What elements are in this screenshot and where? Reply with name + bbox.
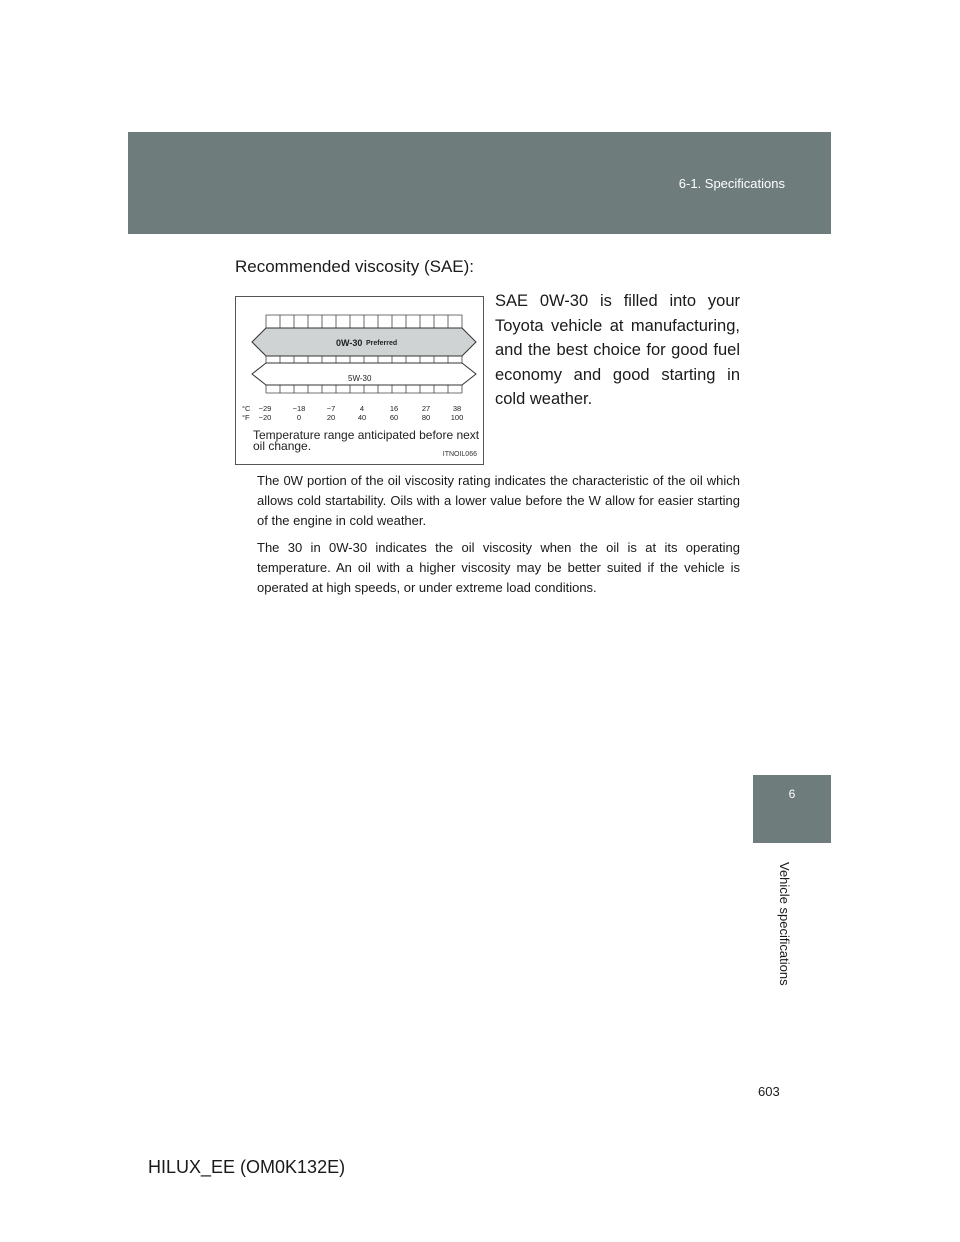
celsius-tick: 16 [389, 404, 399, 413]
chapter-number: 6 [788, 787, 796, 801]
celsius-unit: °C [242, 404, 251, 413]
fahrenheit-tick: −20 [258, 413, 272, 422]
fahrenheit-tick: 80 [421, 413, 431, 422]
preferred-tag: Preferred [366, 340, 398, 347]
intro-text: SAE 0W-30 is filled into your Toyota vehicle at manufacturing, and the best choice for good fuel economy and good starting in cold weather. [495, 292, 740, 408]
page-number: 603 [758, 1084, 780, 1099]
celsius-tick: −7 [326, 404, 336, 413]
chapter-label: Vehicle specifications [777, 862, 792, 986]
figure-caption: Temperature range anticipated before next oil change. [253, 428, 480, 453]
fahrenheit-tick: 100 [450, 413, 464, 422]
fahrenheit-tick: 40 [357, 413, 367, 422]
chapter-tab [753, 775, 831, 843]
figure-code: ITNOIL066 [442, 451, 477, 458]
paragraph: The 30 in 0W-30 indicates the oil viscosity when the oil is at its operating temperature. An oil with a higher viscosity may be better suited if the vehicle is operated at high speeds, or under extreme load conditions. [257, 540, 740, 595]
celsius-tick: 38 [452, 404, 462, 413]
preferred-grade-label: 0W-30 [336, 338, 363, 348]
viscosity-figure [235, 296, 484, 465]
header-band [128, 132, 831, 234]
fahrenheit-tick: 0 [296, 413, 302, 422]
celsius-tick: −29 [258, 404, 272, 413]
paragraph: The 0W portion of the oil viscosity rating indicates the characteristic of the oil which allows cold startability. Oils with a lower value before the W allow for easier starting of the engine in cold weather. [257, 473, 740, 528]
section-heading: Recommended viscosity (SAE): [235, 257, 475, 276]
fahrenheit-unit: °F [242, 413, 250, 422]
celsius-tick: 4 [359, 404, 365, 413]
fahrenheit-tick: 60 [389, 413, 399, 422]
footer-model: HILUX_EE (OM0K132E) [148, 1157, 346, 1177]
section-title: 6-1. Specifications [678, 176, 785, 191]
alt-grade-label: 5W-30 [348, 374, 372, 383]
preferred-range-arrow [252, 328, 476, 356]
celsius-tick: 27 [421, 404, 431, 413]
celsius-tick: −18 [292, 404, 306, 413]
fahrenheit-tick: 20 [326, 413, 336, 422]
